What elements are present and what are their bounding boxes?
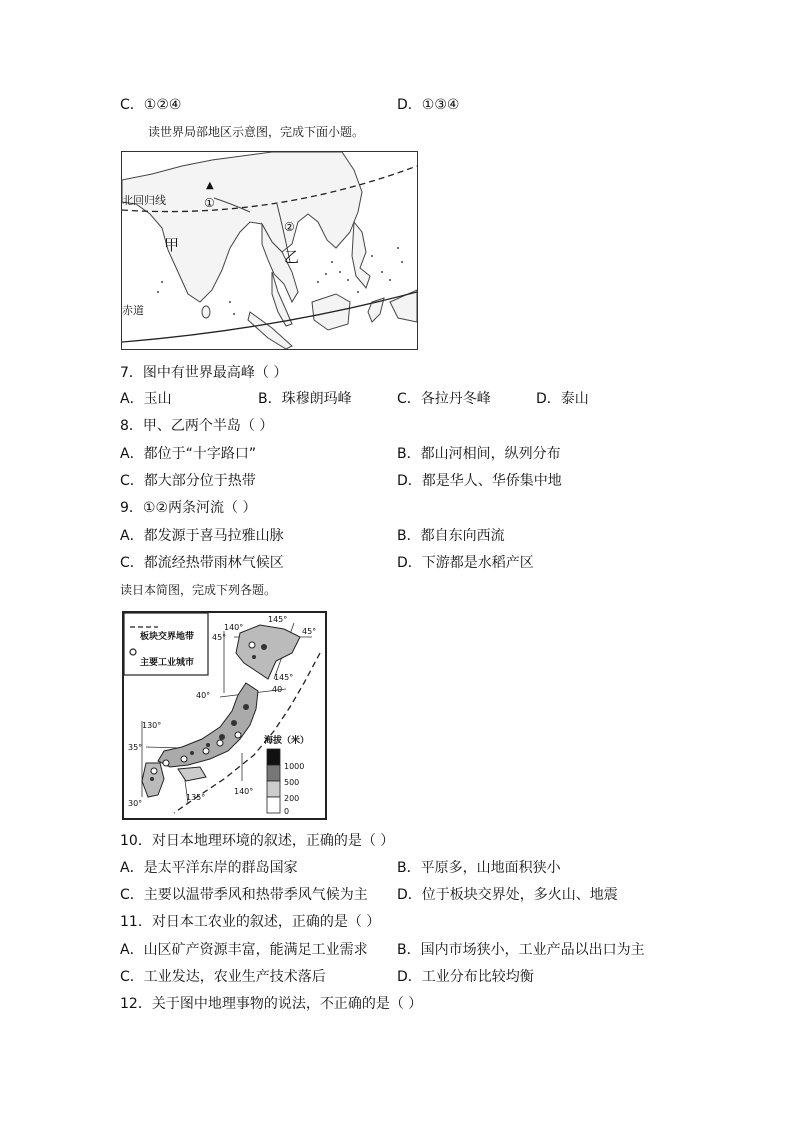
q9-option-c[interactable]: C．都流经热带雨林气候区 <box>120 555 284 571</box>
option-c-prev: C．①②④ <box>120 97 182 113</box>
q10-option-b[interactable]: B．平原多，山地面积狭小 <box>397 860 561 876</box>
lon-145-top: 145° <box>268 615 288 624</box>
intro-map1: 读世界局部地区示意图，完成下面小题。 <box>148 125 365 139</box>
lat-40-left: 40° <box>196 691 211 700</box>
legend-plate-boundary: 板块交界地带 <box>140 632 195 642</box>
lon-140-top: 140° <box>224 623 244 632</box>
q10-option-a[interactable]: A．是太平洋东岸的群岛国家 <box>120 860 298 876</box>
map-south-asia <box>121 151 418 350</box>
q7-stem: 7．图中有世界最高峰（ ） <box>120 365 288 381</box>
q9-option-a[interactable]: A．都发源于喜马拉雅山脉 <box>120 528 284 544</box>
map-japan <box>122 611 327 820</box>
q9-option-b[interactable]: B．都自东向西流 <box>397 528 505 544</box>
q8-option-d[interactable]: D．都是华人、华侨集中地 <box>397 473 562 489</box>
tropic-of-cancer-label: 北回归线 <box>122 194 166 207</box>
elevation-500: 500 <box>284 778 300 787</box>
q7-option-c[interactable]: C．各拉丹冬峰 <box>397 391 491 407</box>
river-2-label: ② <box>284 220 295 234</box>
q10-stem: 10．对日本地理环境的叙述，正确的是（ ） <box>120 833 395 849</box>
q10-option-d[interactable]: D．位于板块交界处，多火山、地震 <box>397 887 618 903</box>
q10-option-c[interactable]: C．主要以温带季风和热带季风气候为主 <box>120 887 368 903</box>
q11-option-a[interactable]: A．山区矿产资源丰富，能满足工业需求 <box>120 942 368 958</box>
q8-stem: 8．甲、乙两个半岛（ ） <box>120 418 274 434</box>
q11-stem: 11．对日本工农业的叙述，正确的是（ ） <box>120 914 381 930</box>
elevation-200: 200 <box>284 794 300 803</box>
peak-marker-icon: ▲ <box>206 180 214 191</box>
lat-45-left: 45° <box>212 633 227 642</box>
intro-map2: 读日本简图，完成下列各题。 <box>120 583 277 597</box>
peninsula-yi-label: 乙 <box>284 248 300 266</box>
q12-stem: 12．关于图中地理事物的说法，不正确的是（ ） <box>120 996 423 1012</box>
q7-option-d[interactable]: D．泰山 <box>536 391 589 407</box>
lat-40-right: 40 <box>272 685 283 694</box>
lat-30: 30° <box>128 799 143 808</box>
peninsula-jia-label: 甲 <box>164 236 180 254</box>
lon-145-mid: 145° <box>274 673 294 682</box>
legend-industrial-city: 主要工业城市 <box>140 658 195 668</box>
q11-option-d[interactable]: D．工业分布比较均衡 <box>397 969 534 985</box>
q11-option-c[interactable]: C．工业发达，农业生产技术落后 <box>120 969 326 985</box>
equator-label: 赤道 <box>122 304 144 317</box>
q11-option-b[interactable]: B．国内市场狭小，工业产品以出口为主 <box>397 942 645 958</box>
lon-130: 130° <box>142 721 162 730</box>
river-1-label: ① <box>204 196 215 210</box>
q8-option-b[interactable]: B．都山河相间，纵列分布 <box>397 446 561 462</box>
elevation-title: 海拔（米） <box>264 736 310 746</box>
lat-35: 35° <box>128 743 143 752</box>
lat-45-right: 45° <box>302 627 317 636</box>
q9-stem: 9．①②两条河流（ ） <box>120 500 257 516</box>
lon-140-bottom: 140° <box>234 787 254 796</box>
q9-option-d[interactable]: D．下游都是水稻产区 <box>397 555 534 571</box>
q7-option-a[interactable]: A．玉山 <box>120 391 172 407</box>
q8-option-a[interactable]: A．都位于“十字路口” <box>120 446 257 462</box>
option-d-prev: D．①③④ <box>397 97 460 113</box>
elevation-1000: 1000 <box>284 762 305 771</box>
q8-option-c[interactable]: C．都大部分位于热带 <box>120 473 256 489</box>
q7-option-b[interactable]: B．珠穆朗玛峰 <box>258 391 352 407</box>
elevation-0: 0 <box>284 807 290 816</box>
lon-135: 135° <box>186 793 206 802</box>
